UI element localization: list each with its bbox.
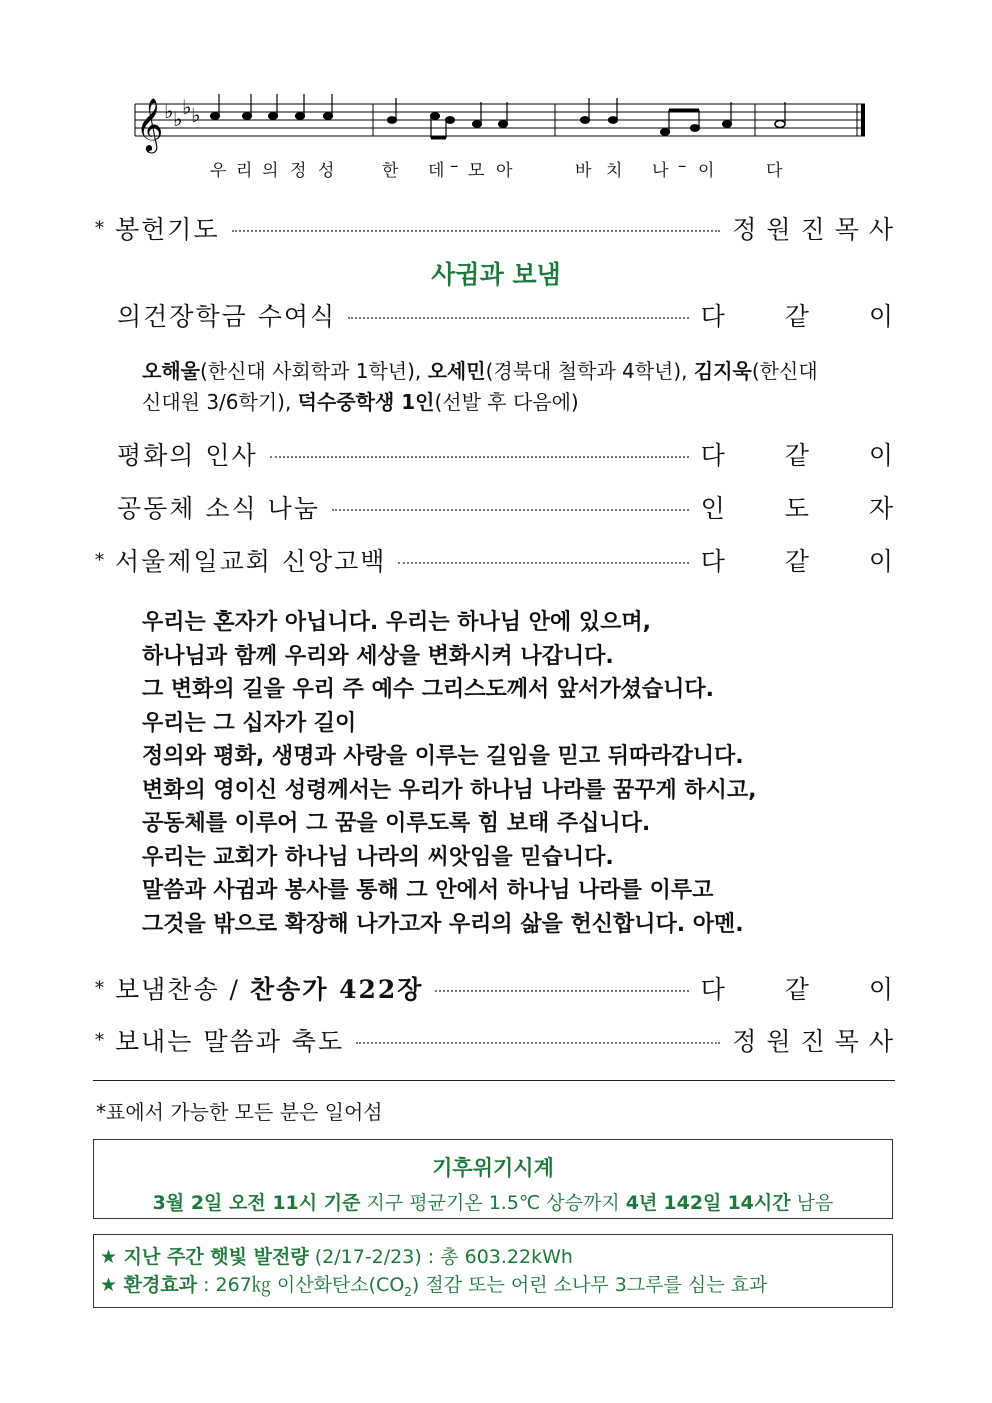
lyric-syllable: 나 [652, 161, 670, 181]
climate-clock-box [93, 1139, 893, 1219]
recipient-name: 오세민 [427, 359, 486, 383]
item-leader: 다 같 이 [700, 302, 919, 331]
leader-dots [270, 456, 689, 458]
standing-mark: * [95, 549, 104, 571]
leader-dots [398, 562, 688, 564]
order-item-benediction [95, 1023, 903, 1057]
standing-mark: * [95, 1029, 104, 1051]
creed-line: 그 변화의 길을 우리 주 예수 그리스도께서 앞서가셨습니다. [142, 677, 715, 702]
section-title: 사귐과 보냄 [431, 260, 561, 289]
recipient-name: 김지욱 [693, 359, 752, 383]
item-label: 보내는 말씀과 축도 [115, 1027, 345, 1056]
solar-value: : 267㎏ 이산화탄소(CO [197, 1274, 405, 1296]
creed-line: 정의와 평화, 생명과 사랑을 이루는 길임을 믿고 뒤따라갑니다. [142, 744, 744, 769]
item-label [115, 970, 423, 1006]
lyric-syllable: – [678, 156, 688, 176]
standing-mark: * [95, 217, 104, 239]
climate-clock-desc: 지구 평균기온 1.5℃ 상승까지 [360, 1192, 626, 1214]
leader-dots [232, 230, 721, 232]
order-item-community-news [117, 490, 919, 524]
lyric-syllable: 정 [290, 161, 308, 181]
order-item-sending-hymn [95, 971, 919, 1005]
divider [93, 1080, 895, 1081]
order-item-offering-prayer [95, 211, 903, 245]
order-item-creed [95, 543, 919, 577]
svg-text:♭: ♭ [173, 107, 183, 131]
item-label-text: 보냄찬송 / [115, 975, 250, 1004]
lyric-syllable: 성 [318, 161, 336, 181]
item-leader: 다 같 이 [700, 975, 919, 1004]
solar-value: ) 절감 또는 어린 소나무 3그루를 심는 효과 [411, 1274, 768, 1296]
lyric-syllable: 다 [766, 161, 784, 181]
creed-text [142, 606, 902, 941]
lyric-syllable: 바 [575, 161, 593, 181]
climate-clock-date: 3월 2일 오전 11시 기준 [152, 1192, 361, 1214]
item-leader: 다 같 이 [700, 441, 919, 470]
leader-dots [348, 317, 688, 319]
creed-line: 우리는 혼자가 아닙니다. 우리는 하나님 안에 있으며, [142, 610, 651, 635]
lyric-syllable: 데 [428, 161, 446, 181]
creed-line: 우리는 그 십자가 길이 [142, 710, 357, 736]
recipient-name: 덕수중학생 1인 [297, 390, 435, 414]
recipient-info: (선발 후 다음에) [434, 390, 579, 414]
hymn-number: 찬송가 422장 [249, 975, 424, 1004]
climate-clock-text [94, 1188, 892, 1215]
solar-label: 환경효과 [117, 1274, 198, 1296]
lyric-syllable: 모 [468, 161, 486, 181]
lyric-syllable: 아 [496, 161, 514, 181]
recipient-info: 신대원 3/6학기), [142, 390, 298, 414]
creed-line: 말씀과 사귐과 봉사를 통해 그 안에서 하나님 나라를 이루고 [142, 878, 714, 903]
standing-footnote: *표에서 가능한 모든 분은 일어섬 [96, 1100, 383, 1124]
recipient-info: (한신대 사회학과 1학년), [199, 359, 428, 383]
item-label: 서울제일교회 신앙고백 [115, 547, 387, 576]
scholarship-recipients [142, 356, 882, 418]
lyric-syllable: 리 [236, 161, 254, 181]
lyric-syllable: 이 [698, 161, 716, 181]
climate-hours: 14시간 [727, 1192, 791, 1214]
recipient-info: (경북대 철학과 4학년), [485, 359, 694, 383]
item-label: 공동체 소식 나눔 [117, 494, 320, 523]
leader-dots [332, 509, 689, 511]
solar-power-box [93, 1234, 893, 1308]
creed-line: 그것을 밖으로 확장해 나가고자 우리의 삶을 헌신합니다. 아멘. [142, 911, 744, 937]
solar-value: (2/17-2/23) : 총 603.22kWh [308, 1246, 573, 1268]
solar-line [100, 1243, 892, 1271]
creed-line: 변화의 영이신 성령께서는 우리가 하나님 나라를 꿈꾸게 하시고, [142, 777, 757, 803]
standing-mark: * [95, 977, 104, 999]
hymn-lyrics [200, 156, 820, 180]
item-label: 평화의 인사 [117, 441, 258, 470]
lyric-syllable: 의 [262, 161, 280, 181]
leader-dots [435, 990, 688, 992]
lyric-syllable: 치 [606, 161, 624, 181]
leader-dots [356, 1042, 720, 1044]
lyric-syllable: 한 [382, 161, 400, 181]
item-leader: 다 같 이 [700, 547, 919, 576]
climate-days: 142일 [663, 1192, 722, 1214]
svg-text:𝄞: 𝄞 [136, 97, 164, 151]
solar-line [100, 1271, 892, 1306]
climate-remain: 남음 [790, 1192, 834, 1214]
climate-years: 4년 [625, 1192, 658, 1214]
star-icon: ★ [100, 1274, 118, 1296]
recipient-info: (한신대 [751, 359, 818, 383]
item-leader: 인 도 자 [700, 494, 919, 523]
order-item-scholarship [117, 298, 919, 332]
item-leader: 정원진목사 [732, 215, 903, 244]
svg-text:♭: ♭ [182, 95, 192, 119]
item-label: 봉헌기도 [115, 215, 220, 244]
creed-line: 공동체를 이루어 그 꿈을 이루도록 힘 보태 주십니다. [142, 811, 651, 836]
item-label: 의건장학금 수여식 [117, 302, 337, 331]
lyric-syllable: 우 [210, 161, 228, 181]
creed-line: 하나님과 함께 우리와 세상을 변화시켜 나갑니다. [142, 643, 614, 669]
recipient-name: 오해울 [142, 359, 200, 383]
solar-label: 지난 주간 햇빛 발전량 [117, 1246, 309, 1268]
lyric-syllable: – [450, 156, 460, 176]
subscript: 2 [404, 1284, 412, 1299]
item-leader: 정원진목사 [732, 1027, 903, 1056]
svg-text:♭: ♭ [191, 103, 201, 127]
order-item-peace-greeting [117, 437, 919, 471]
star-icon: ★ [100, 1246, 118, 1268]
svg-text:♭: ♭ [164, 99, 174, 123]
creed-line: 우리는 교회가 하나님 나라의 씨앗임을 믿습니다. [142, 844, 614, 870]
climate-clock-title: 기후위기시계 [432, 1156, 554, 1180]
